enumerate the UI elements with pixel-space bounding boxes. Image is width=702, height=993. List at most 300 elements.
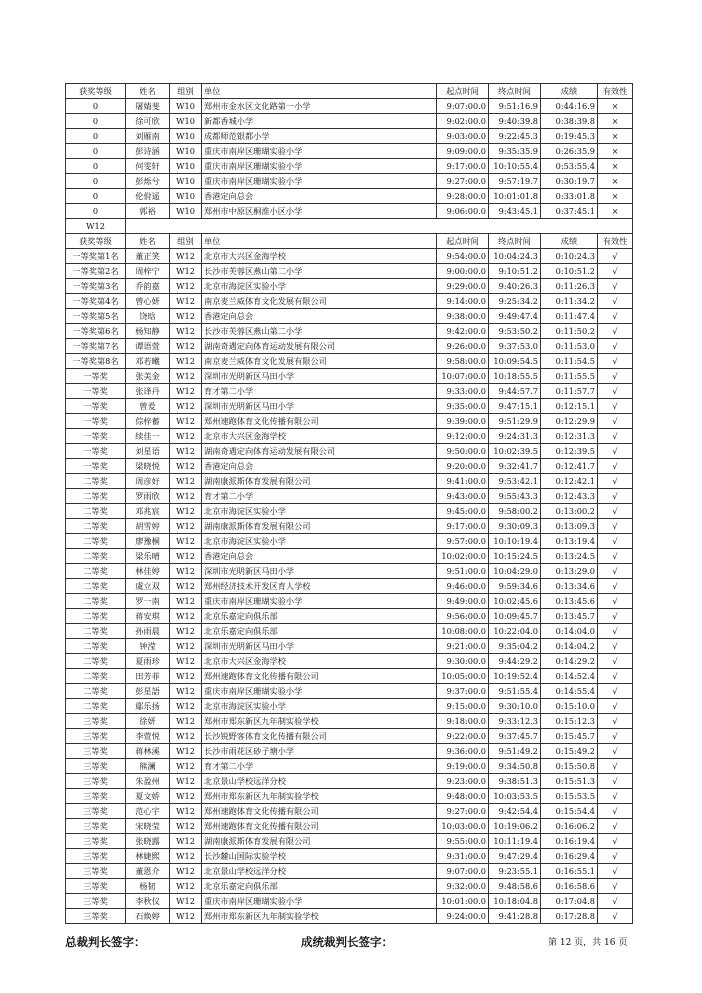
cell-group: W12 [170,564,202,579]
cell-result: 0:10:24.3 [541,249,598,264]
cell-valid: √ [598,324,633,339]
cell-unit: 香港定向总会 [202,309,437,324]
cell-group: W12 [170,279,202,294]
cell-name: 张美金 [126,369,170,384]
table-row [66,639,633,654]
cell-level: 二等奖 [66,579,126,594]
table-row [66,204,633,219]
cell-finish: 9:51:55.4 [489,684,541,699]
cell-name: 曾心妍 [126,294,170,309]
cell-group: W12 [170,489,202,504]
cell-unit: 北京乐嘉定向俱乐部 [202,879,437,894]
cell-result: 0:11:34.2 [541,294,598,309]
cell-result: 0:12:43.3 [541,489,598,504]
cell-level: 二等奖 [66,489,126,504]
cell-result: 0:12:15.1 [541,399,598,414]
cell-finish: 9:40:39.8 [489,114,541,129]
cell-group: W12 [170,309,202,324]
cell-start: 9:18:00.0 [437,714,489,729]
cell-valid: √ [598,804,633,819]
cell-name: 周彦好 [126,474,170,489]
cell-level: 一等奖第3名 [66,279,126,294]
cell-unit: 北京市海淀区实验小学 [202,504,437,519]
cell-finish: 10:01:01.8 [489,189,541,204]
cell-name: 范心宇 [126,804,170,819]
cell-start: 9:09:00.0 [437,144,489,159]
cell-finish: 10:09:54.5 [489,354,541,369]
cell-group: W12 [170,399,202,414]
table-row [66,99,633,114]
cell-start: 9:46:00.0 [437,579,489,594]
cell-group: W12 [170,459,202,474]
cell-start: 9:06:00.0 [437,204,489,219]
cell-start: 10:03:00.0 [437,819,489,834]
table-row [66,819,633,834]
cell-level: 一等奖第4名 [66,294,126,309]
cell-name: 邓兆宸 [126,504,170,519]
cell-level: 三等奖 [66,879,126,894]
header-unit: 单位 [202,84,437,99]
cell-valid: √ [598,879,633,894]
cell-valid: √ [598,609,633,624]
cell-level: 三等奖 [66,804,126,819]
cell-name: 杨知静 [126,324,170,339]
cell-start: 9:42:00.0 [437,324,489,339]
cell-start: 9:15:00.0 [437,699,489,714]
cell-start: 9:43:00.0 [437,489,489,504]
cell-unit: 郑州速跑体育文化传播有限公司 [202,669,437,684]
cell-result: 0:15:50.8 [541,759,598,774]
cell-name: 蒋安琪 [126,609,170,624]
cell-name: 罗雨欣 [126,489,170,504]
cell-group: W10 [170,144,202,159]
cell-unit: 北京乐嘉定向俱乐部 [202,624,437,639]
cell-valid: √ [598,819,633,834]
cell-finish: 9:25:34.2 [489,294,541,309]
cell-unit: 重庆市南岸区珊瑚实验小学 [202,144,437,159]
cell-start: 9:33:00.0 [437,384,489,399]
table-row [66,264,633,279]
cell-result: 0:15:49.2 [541,744,598,759]
cell-name: 邓若曦 [126,354,170,369]
cell-unit: 北京市大兴区金海学校 [202,654,437,669]
cell-finish: 9:34:50.8 [489,759,541,774]
cell-valid: √ [598,384,633,399]
cell-start: 9:31:00.0 [437,849,489,864]
cell-level: 二等奖 [66,654,126,669]
cell-start: 9:24:00.0 [437,909,489,924]
cell-name: 钟滢 [126,639,170,654]
table-row [66,129,633,144]
cell-result: 0:12:42.1 [541,474,598,489]
cell-result: 0:38:39.8 [541,114,598,129]
cell-group: W12 [170,594,202,609]
cell-name: 夏文娇 [126,789,170,804]
cell-valid: √ [598,549,633,564]
cell-valid: √ [598,489,633,504]
cell-group: W12 [170,504,202,519]
results-referee-signature: 成统裁判长签字： [301,935,393,949]
table-row [66,489,633,504]
table-row [66,459,633,474]
cell-group: W12 [170,519,202,534]
cell-result: 0:12:39.5 [541,444,598,459]
cell-valid: √ [598,594,633,609]
cell-name: 彭诗涵 [126,144,170,159]
cell-finish: 10:09:45.7 [489,609,541,624]
chief-referee-signature: 总裁判长签字： [65,935,146,949]
cell-level: 一等奖 [66,459,126,474]
cell-level: 一等奖 [66,384,126,399]
cell-name: 石焕婷 [126,909,170,924]
cell-start: 9:21:00.0 [437,639,489,654]
cell-finish: 10:18:04.8 [489,894,541,909]
cell-unit: 深圳市光明新区马田小学 [202,564,437,579]
cell-unit: 湖南康派斯体育发展有限公司 [202,474,437,489]
table-row [66,294,633,309]
cell-start: 10:08:00.0 [437,624,489,639]
cell-unit: 香港定向总会 [202,459,437,474]
cell-name: 倧梓蓄 [126,414,170,429]
cell-start: 9:54:00.0 [437,249,489,264]
header-result: 成绩 [541,234,598,249]
table-row [66,759,633,774]
cell-finish: 9:23:55.1 [489,864,541,879]
cell-start: 9:35:00.0 [437,399,489,414]
cell-result: 0:16:58.6 [541,879,598,894]
header-start: 起点时间 [437,234,489,249]
cell-start: 9:02:00.0 [437,114,489,129]
cell-group: W12 [170,354,202,369]
cell-finish: 9:55:43.3 [489,489,541,504]
table-row [66,879,633,894]
cell-unit: 长沙麓山国际实验学校 [202,849,437,864]
cell-start: 9:51:00.0 [437,564,489,579]
cell-level: 三等奖 [66,729,126,744]
cell-group: W12 [170,699,202,714]
cell-name: 彭星語 [126,684,170,699]
cell-name: 朱盈州 [126,774,170,789]
cell-finish: 9:49:47.4 [489,309,541,324]
cell-level: 三等奖 [66,774,126,789]
table-row [66,339,633,354]
header-name: 姓名 [126,234,170,249]
cell-unit: 湖南奇遇定向体育运动发展有限公司 [202,444,437,459]
cell-start: 9:45:00.0 [437,504,489,519]
cell-unit: 重庆市南岸区珊瑚实验小学 [202,174,437,189]
table-row [66,579,633,594]
cell-result: 0:11:47.4 [541,309,598,324]
cell-name: 林佳婷 [126,564,170,579]
cell-result: 0:11:55.5 [541,369,598,384]
cell-start: 9:20:00.0 [437,459,489,474]
cell-start: 9:50:00.0 [437,444,489,459]
cell-level: 一等奖 [66,444,126,459]
table-row [66,444,633,459]
table-row [66,144,633,159]
section-label: W12 [66,219,126,234]
cell-level: 三等奖 [66,894,126,909]
cell-group: W12 [170,744,202,759]
cell-finish: 9:30:09.3 [489,519,541,534]
cell-name: 梁晓悦 [126,459,170,474]
cell-group: W12 [170,579,202,594]
header-valid: 有效性 [598,84,633,99]
cell-level: 一等奖 [66,369,126,384]
cell-result: 0:33:01.8 [541,189,598,204]
cell-unit: 长沙市芙蓉区燕山第二小学 [202,324,437,339]
cell-valid: × [598,129,633,144]
cell-result: 0:15:54.4 [541,804,598,819]
cell-level: 0 [66,204,126,219]
cell-result: 0:10:51.2 [541,264,598,279]
header-result: 成绩 [541,84,598,99]
cell-finish: 9:44:29.2 [489,654,541,669]
cell-valid: × [598,114,633,129]
cell-unit: 郑州经济技术开发区育人学校 [202,579,437,594]
cell-result: 0:15:10.0 [541,699,598,714]
section-row-w12 [66,219,633,234]
cell-result: 0:15:53.5 [541,789,598,804]
cell-group: W12 [170,804,202,819]
cell-start: 9:30:00.0 [437,654,489,669]
table-row [66,534,633,549]
cell-level: 三等奖 [66,834,126,849]
cell-group: W12 [170,819,202,834]
cell-result: 0:15:12.3 [541,714,598,729]
cell-start: 9:14:00.0 [437,294,489,309]
cell-name: 周梓宁 [126,264,170,279]
cell-result: 0:11:26.3 [541,279,598,294]
cell-finish: 9:35:35.9 [489,144,541,159]
cell-unit: 育才第二小学 [202,489,437,504]
cell-unit: 北京市海淀区实验小学 [202,534,437,549]
cell-start: 10:07:00.0 [437,369,489,384]
cell-unit: 郑州市金水区文化路第一小学 [202,99,437,114]
cell-group: W12 [170,444,202,459]
cell-group: W12 [170,849,202,864]
cell-name: 林婕熙 [126,849,170,864]
cell-result: 0:13:45.7 [541,609,598,624]
cell-unit: 郑州市郑东新区九年制实验学校 [202,714,437,729]
cell-finish: 10:15:24.5 [489,549,541,564]
cell-finish: 9:57:19.7 [489,174,541,189]
cell-level: 一等奖第1名 [66,249,126,264]
cell-name: 张晓露 [126,834,170,849]
cell-valid: √ [598,624,633,639]
cell-valid: √ [598,849,633,864]
cell-unit: 香港定向总会 [202,549,437,564]
cell-result: 0:30:19.7 [541,174,598,189]
cell-group: W12 [170,384,202,399]
cell-result: 0:13:24.5 [541,549,598,564]
cell-start: 9:27:00.0 [437,174,489,189]
cell-finish: 9:42:54.4 [489,804,541,819]
cell-valid: √ [598,399,633,414]
cell-valid: √ [598,294,633,309]
cell-valid: √ [598,264,633,279]
cell-finish: 9:38:51.3 [489,774,541,789]
cell-level: 二等奖 [66,609,126,624]
cell-finish: 9:58:00.2 [489,504,541,519]
table-row [66,414,633,429]
cell-group: W12 [170,474,202,489]
cell-group: W12 [170,624,202,639]
cell-valid: × [598,159,633,174]
cell-valid: √ [598,789,633,804]
page-number: 第 12 页，共 16 页 [548,938,628,948]
cell-group: W12 [170,864,202,879]
cell-name: 李萱悦 [126,729,170,744]
cell-name: 梁乐晴 [126,549,170,564]
cell-result: 0:13:00.2 [541,504,598,519]
cell-valid: √ [598,684,633,699]
cell-unit: 郑州市中原区桐淮小区小学 [202,204,437,219]
cell-unit: 北京市大兴区金海学校 [202,249,437,264]
cell-unit: 郑州速跑体育文化传播有限公司 [202,804,437,819]
header-row-w12 [66,234,633,249]
cell-result: 0:14:55.4 [541,684,598,699]
cell-start: 9:00:00.0 [437,264,489,279]
cell-result: 0:13:29.0 [541,564,598,579]
header-name: 姓名 [126,84,170,99]
table-row [66,849,633,864]
cell-level: 二等奖 [66,624,126,639]
cell-name: 鄢乐扬 [126,699,170,714]
table-row [66,504,633,519]
cell-valid: × [598,174,633,189]
cell-name: 伦佾遥 [126,189,170,204]
cell-start: 10:02:00.0 [437,549,489,564]
cell-group: W12 [170,414,202,429]
section-spacer [126,219,633,234]
table-row [66,324,633,339]
cell-unit: 长沙市芙蓉区燕山第二小学 [202,264,437,279]
header-level: 获奖等级 [66,234,126,249]
table-row [66,864,633,879]
cell-start: 9:55:00.0 [437,834,489,849]
cell-level: 三等奖 [66,864,126,879]
cell-finish: 10:10:19.4 [489,534,541,549]
cell-unit: 长沙锐野客体育文化传播有限公司 [202,729,437,744]
cell-finish: 10:18:55.5 [489,369,541,384]
table-row [66,804,633,819]
cell-group: W10 [170,129,202,144]
cell-group: W10 [170,174,202,189]
cell-start: 9:17:00.0 [437,159,489,174]
cell-finish: 9:40:26.3 [489,279,541,294]
cell-level: 二等奖 [66,474,126,489]
cell-result: 0:11:57.7 [541,384,598,399]
cell-unit: 郑州市郑东新区九年制实验学校 [202,909,437,924]
cell-result: 0:16:06.2 [541,819,598,834]
cell-level: 0 [66,174,126,189]
cell-level: 0 [66,189,126,204]
cell-unit: 重庆市南岸区珊瑚实验小学 [202,159,437,174]
cell-result: 0:11:54.5 [541,354,598,369]
cell-finish: 10:04:29.0 [489,564,541,579]
cell-start: 9:41:00.0 [437,474,489,489]
cell-result: 0:16:55.1 [541,864,598,879]
table-row [66,834,633,849]
cell-level: 一等奖 [66,414,126,429]
cell-valid: √ [598,429,633,444]
cell-valid: √ [598,369,633,384]
table-row [66,564,633,579]
cell-group: W10 [170,189,202,204]
cell-result: 0:17:04.8 [541,894,598,909]
cell-valid: √ [598,279,633,294]
table-row [66,624,633,639]
cell-group: W10 [170,204,202,219]
cell-unit: 北京市海淀区实验小学 [202,279,437,294]
cell-finish: 9:47:15.1 [489,399,541,414]
cell-valid: √ [598,534,633,549]
cell-name: 董正笑 [126,249,170,264]
cell-name: 刘星语 [126,444,170,459]
cell-level: 二等奖 [66,549,126,564]
header-group: 组别 [170,234,202,249]
header-finish: 终点时间 [489,84,541,99]
cell-result: 0:15:51.3 [541,774,598,789]
cell-level: 二等奖 [66,684,126,699]
cell-finish: 9:48:58.6 [489,879,541,894]
cell-finish: 9:37:45.7 [489,729,541,744]
table-row [66,519,633,534]
table-row [66,309,633,324]
results-table [65,83,633,924]
cell-result: 0:37:45.1 [541,204,598,219]
cell-valid: × [598,99,633,114]
cell-name: 熊澜 [126,759,170,774]
cell-start: 9:28:00.0 [437,189,489,204]
cell-finish: 9:32:41.7 [489,459,541,474]
cell-valid: √ [598,519,633,534]
cell-unit: 北京景山学校远洋分校 [202,774,437,789]
cell-group: W10 [170,99,202,114]
cell-name: 杨韧 [126,879,170,894]
cell-unit: 湖南奇遇定向体育运动发展有限公司 [202,339,437,354]
cell-finish: 10:03:53.5 [489,789,541,804]
cell-group: W12 [170,729,202,744]
table-row [66,654,633,669]
cell-name: 徐妍 [126,714,170,729]
cell-start: 10:01:00.0 [437,894,489,909]
cell-level: 三等奖 [66,759,126,774]
cell-result: 0:16:29.4 [541,849,598,864]
cell-finish: 9:33:12.3 [489,714,541,729]
cell-start: 9:38:00.0 [437,309,489,324]
cell-finish: 9:41:28.8 [489,909,541,924]
cell-result: 0:19:45.3 [541,129,598,144]
cell-finish: 9:53:50.2 [489,324,541,339]
header-start: 起点时间 [437,84,489,99]
cell-unit: 长沙市雨花区砂子塘小学 [202,744,437,759]
cell-result: 0:12:31.3 [541,429,598,444]
table-row [66,594,633,609]
cell-valid: √ [598,834,633,849]
cell-start: 9:29:00.0 [437,279,489,294]
table-row [66,684,633,699]
cell-level: 二等奖 [66,639,126,654]
cell-group: W12 [170,669,202,684]
cell-group: W12 [170,369,202,384]
cell-valid: √ [598,459,633,474]
cell-valid: √ [598,864,633,879]
cell-unit: 成都师范银都小学 [202,129,437,144]
cell-start: 9:12:00.0 [437,429,489,444]
table-row [66,609,633,624]
